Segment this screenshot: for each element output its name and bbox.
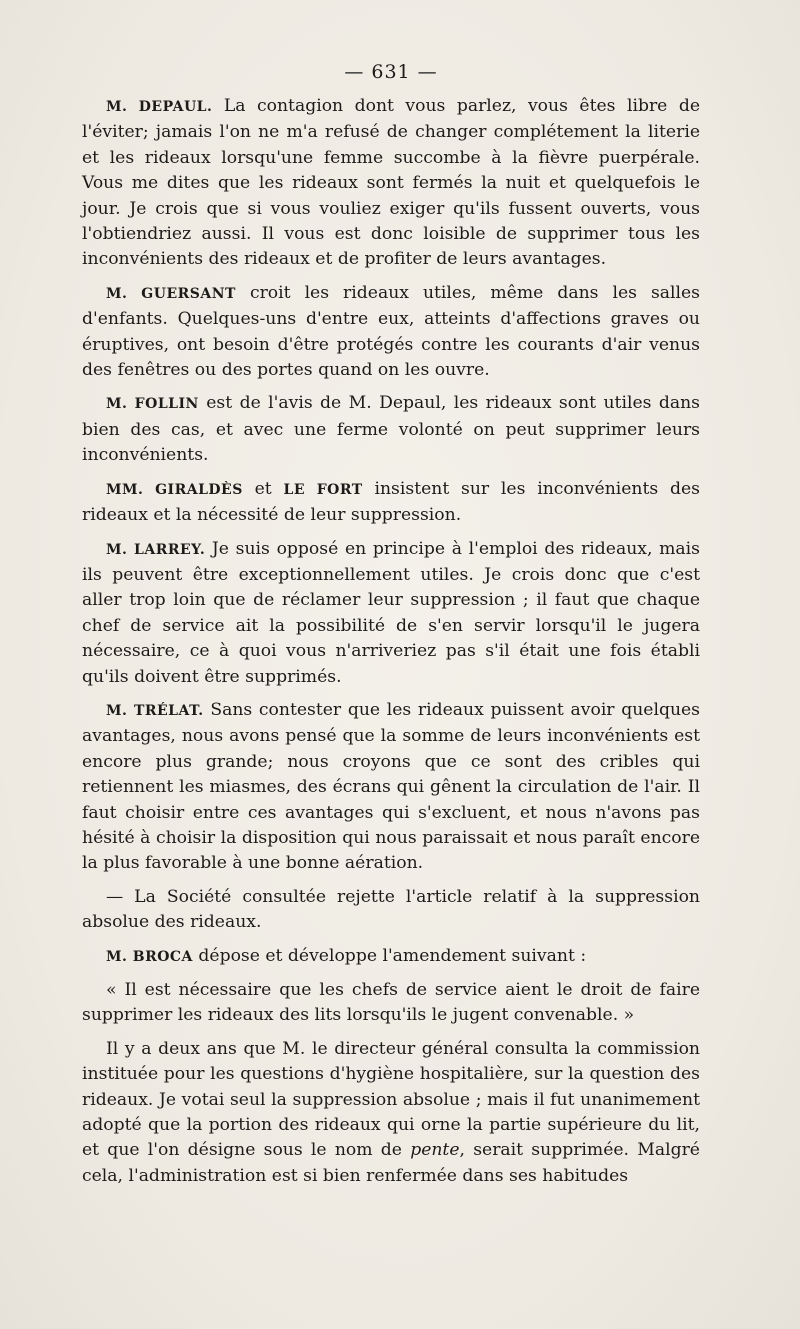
speaker-name-second: LE FORT <box>283 481 363 498</box>
paragraph-text: « Il est nécessaire que les chefs de service aient le droit de faire supprimer les rideaux des lits lorsqu'ils le jugent convenable. » <box>82 980 700 1026</box>
page-number: — 631 — <box>344 61 438 83</box>
paragraph-trelat <box>82 698 700 877</box>
speaker-name: M. FOLLIN <box>106 396 199 413</box>
paragraph-text: Je suis opposé en principe à l'emploi des rideaux, mais ils peuvent être exceptionnellement utiles. Je crois donc que c'est aller trop loin que de réclamer leur suppression ; il faut que chaque chef de service ait la possibilité de s'en servir lorsqu'il le jugera nécessaire, ce à quoi vous n'arriveriez pas s'il était une fois établi qu'ils doivent être supprimés. <box>82 538 700 687</box>
paragraph-larrey <box>82 537 700 690</box>
paragraph-broca-continued <box>82 1037 700 1189</box>
paragraph-text: est de l'avis de M. Depaul, les rideaux sont utiles dans bien des cas, et avec une ferme volonté on peut supprimer leurs inconvénients. <box>82 393 700 466</box>
speaker-name: M. DEPAUL. <box>106 99 213 115</box>
paragraph-follin <box>82 391 700 468</box>
emphasis-term: pente <box>410 1140 460 1161</box>
speaker-name: M. TRÉLAT. <box>106 702 204 719</box>
speaker-name: M. GUERSANT <box>106 285 236 302</box>
paragraph-depaul <box>82 94 700 273</box>
paragraph-amendment <box>82 978 700 1029</box>
paragraph-text: Il y a deux ans que M. le directeur général consulta la commission instituée pour les questions d'hygiène hospitalière, sur la question des rideaux. Je votai seul la suppression absolue ; mais il fut unanimement adopté que la portion des rideaux qui orne la partie supérieure du lit, et que l'on désigne sous le nom de <box>82 1038 700 1161</box>
paragraph-broca <box>82 944 700 970</box>
paragraph-guersant <box>82 281 700 384</box>
paragraph-text: — La Société consultée rejette l'article relatif à la suppression absolue des rideaux. <box>82 886 700 933</box>
paragraph-text: La contagion dont vous parlez, vous êtes libre de l'éviter; jamais l'on ne m'a refusé de changer complétement la literie et les rideaux lorsqu'une femme succombe à la fièvre puerpérale. Vous me dites que les rideaux sont fermés la nuit et quelquefois le jour. Je crois que si vous vouliez exiger qu'ils fussent ouverts, vous l'obtiendriez aussi. Il vous est donc loisible de supprimer tous les inconvénients des rideaux et de profiter de leurs avantages. <box>82 96 700 270</box>
paragraph-giraldes-lefort <box>82 477 700 529</box>
speaker-name: M. LARREY. <box>106 541 206 558</box>
paragraph-society-vote <box>82 885 700 936</box>
paragraph-text: dépose et développe l'amendement suivant : <box>198 945 587 966</box>
paragraph-text: croit les rideaux utiles, même dans les salles d'enfants. Quelques-uns d'entre eux, atteints d'affections graves ou éruptives, ont besoin d'être protégés contre les courants d'air venus des fenêtres ou des portes quand on les ouvre. <box>82 282 701 381</box>
speaker-name: MM. GIRALDÈS <box>106 481 243 498</box>
speaker-name: M. BROCA <box>106 948 193 965</box>
paragraph-text: insistent sur les inconvénients des rideaux et la nécessité de leur suppression. <box>82 478 701 526</box>
paragraph-text: Sans contester que les rideaux puissent avoir quelques avantages, nous avons pensé que la somme de leurs inconvénients est encore plus grande; nous croyons que ce sont des cribles qui retiennent les miasmes, des écrans qui gênent la circulation de l'air. Il faut choisir entre ces avantages qui s'excluent, et nous n'avons pas hésité à choisir la disposition qui nous paraissait et nous paraît encore la plus favorable à une bonne aération. <box>82 699 701 874</box>
paragraph-text: , serait supprimée. Malgré cela, l'administration est si bien renfermée dans ses habitudes <box>82 1140 700 1186</box>
speaker-connector: et <box>254 478 272 499</box>
